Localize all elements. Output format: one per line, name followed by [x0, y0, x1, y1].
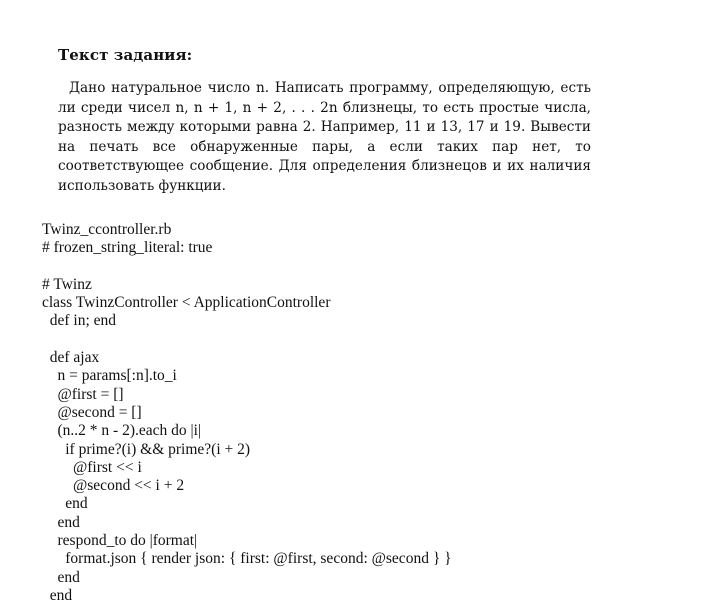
code-line: [42, 258, 452, 276]
code-line: respond_to do |format|: [42, 532, 198, 550]
code-line: [42, 331, 452, 349]
code-line: format.json { render json: { first: @first, second: @second } }: [42, 550, 452, 568]
code-line: (n..2 * n - 2).each do |i|: [42, 422, 202, 440]
code-line: end: [42, 586, 73, 604]
code-listing: [42, 221, 452, 605]
code-line: end: [42, 513, 80, 531]
task-heading: Текст задания:: [58, 46, 193, 64]
code-line: @second << i + 2: [42, 477, 185, 495]
code-line: def ajax: [42, 349, 100, 367]
code-line: end: [42, 568, 80, 586]
code-line: @second = []: [42, 403, 142, 421]
code-line: # Twinz: [42, 275, 92, 293]
code-line: Twinz_ccontroller.rb: [42, 221, 172, 238]
code-line: end: [42, 495, 88, 513]
code-line: @first << i: [42, 458, 142, 476]
code-line: if prime?(i) && prime?(i + 2): [42, 440, 251, 458]
task-text: Дано натуральное число n. Написать программу, определяющую, есть ли среди чисел n, n + 1, n + 2, . . . 2n близнецы, то есть простые числа, разность между которыми равна 2. Например, 11 и 13, 17 и 19. Вывести на печать все обнаруженные пары, а если таких пар нет, то соответствующее сообщение. Для определения близнецов и их наличия использовать функции.: [58, 80, 591, 194]
code-line: @first = []: [42, 385, 124, 403]
code-line: n = params[:n].to_i: [42, 367, 177, 385]
code-line: # frozen_string_literal: true: [42, 239, 213, 257]
code-line: def in; end: [42, 312, 117, 330]
code-line: class TwinzController < ApplicationController: [42, 294, 331, 312]
